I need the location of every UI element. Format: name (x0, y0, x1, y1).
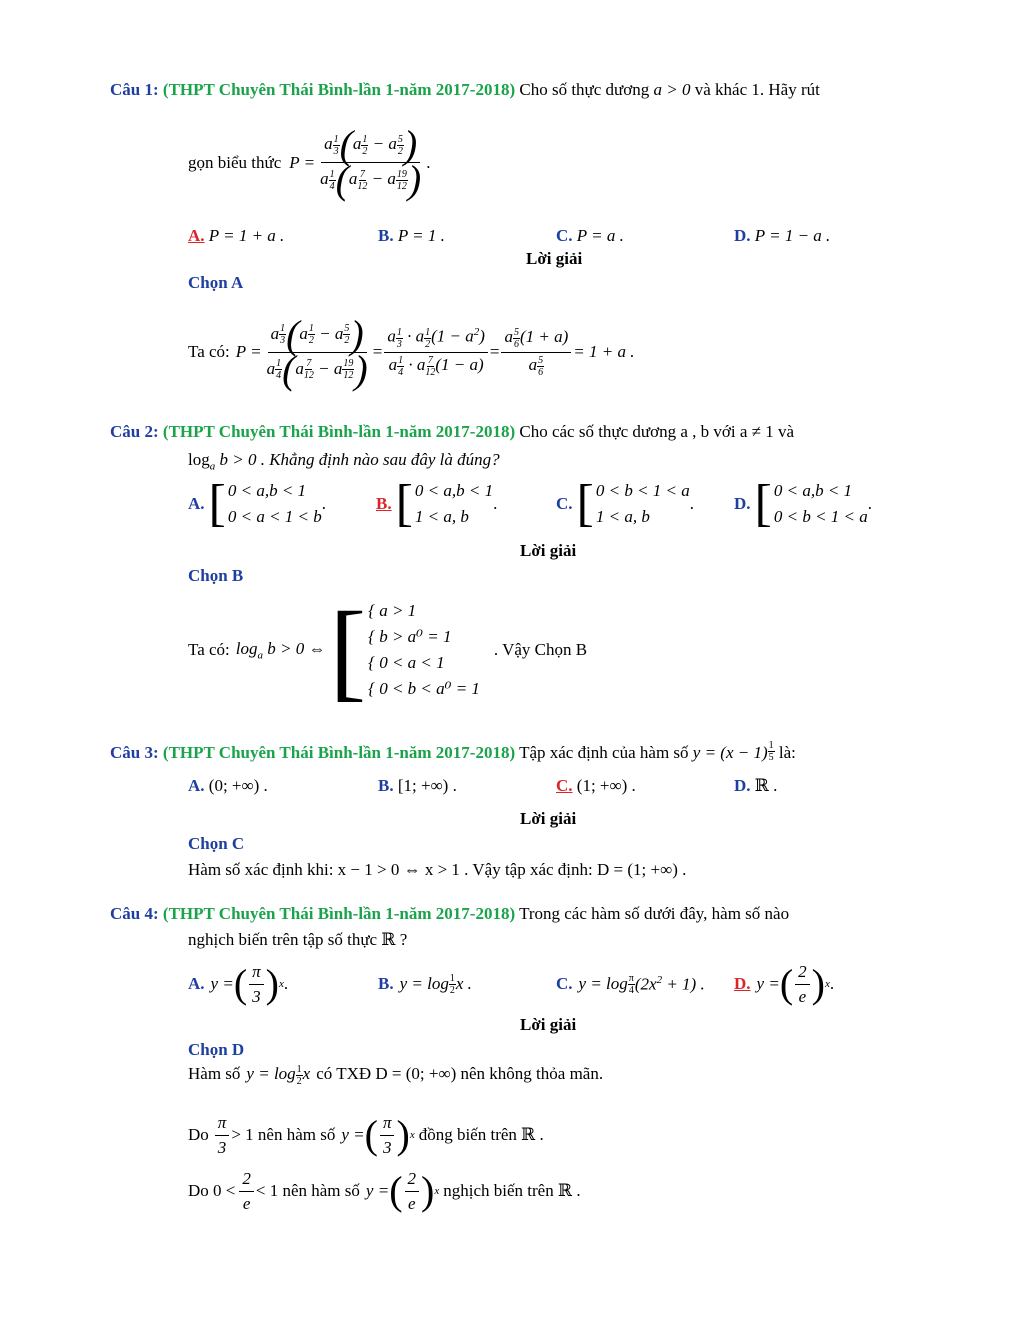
q3-source: (THPT Chuyên Thái Bình-lần 1-năm 2017-2018) (162, 743, 516, 762)
q1-solution: Ta có: P = a $\frac{1}{3}$ (a $\frac{1}{2}$ − a $\frac{5}{2}$ ) a $\frac{1}{4}$ (a $\frac{7}{12}$ − a $\frac{19}{12}$ ) = a $\frac{1}{3}$ · a $\frac{1}{2}$ $(1 - a^2)$ a $\frac{1}{4}$ · a $\frac{7}{12}$ (1 − a) = a $\frac{5}{6}$ (1 + a) a $\frac{5}{6}$ = 1 + a . (188, 311, 635, 392)
q2-loigiai: Lời giải (520, 541, 577, 560)
q3-option-b[interactable]: B. [1; +∞) . (378, 776, 457, 795)
q2-option-a[interactable]: A. [ 0 < a,b < 1 0 < a < 1 < b . (188, 475, 327, 532)
q3-label: Câu 3: (110, 743, 159, 762)
q1-text: Cho số thực dương (519, 80, 650, 99)
q4-option-d[interactable]: D. y = ( $\frac{2}{e}$ ) x . (734, 961, 835, 1006)
q2-source: (THPT Chuyên Thái Bình-lần 1-năm 2017-2018) (162, 422, 516, 441)
q2-label: Câu 2: (110, 422, 159, 441)
q4-chon: Chọn D (188, 1040, 245, 1059)
q2-header (110, 422, 794, 442)
q1-option-a[interactable]: A. P = 1 + a . (188, 226, 285, 245)
q3-option-a[interactable]: A. (0; +∞) . (188, 776, 268, 795)
q1-loigiai: Lời giải (526, 249, 583, 268)
q2-taco: Ta có: (188, 640, 230, 659)
q3-options (188, 776, 908, 798)
q1-options (188, 226, 908, 248)
q2-conclude: . Vậy Chọn B (493, 640, 588, 659)
q1-text2: và khác 1. Hãy rút (694, 80, 820, 99)
q4-explain-1: Hàm số y = log 1 2 x có TXĐ D = (0; +∞) nên không thỏa mãn. (188, 1064, 604, 1087)
q3-chon: Chọn C (188, 834, 245, 853)
q4-explain-3: Do 0 < $\frac{2}{e}$ < 1 nên hàm số y = ( $\frac{2}{e}$ ) x nghịch biến trên ℝ . (188, 1168, 581, 1213)
q1-cond: a > 0 (653, 80, 691, 99)
q4-line2: nghịch biến trên tập số thực ℝ ? (188, 930, 408, 949)
q1-taco: Ta có: (188, 342, 230, 361)
q3-header: Câu 3: (THPT Chuyên Thái Bình-lần 1-năm 2017-2018) Tập xác định của hàm số y = (x − 1) $\frac{1}{5}$ là: (110, 740, 796, 763)
q1-fraction: a $\frac{1}{3}$ (a $\frac{1}{2}$ − a $\frac{5}{2}$ ) a $\frac{1}{4}$ (a $\frac{7}{12}$ − a $\frac{19}{12}$ ) (320, 122, 422, 202)
q2-option-b[interactable]: B. [ 0 < a,b < 1 1 < a, b . (376, 475, 498, 532)
q2-chon: Chọn B (188, 566, 244, 585)
q2-option-d[interactable]: D. [ 0 < a,b < 1 0 < b < 1 < a . (734, 475, 873, 532)
q1-result: = 1 + a . (573, 342, 635, 361)
q1-option-d[interactable]: D. P = 1 − a . (734, 226, 831, 245)
q2-line2: $\log_a b > 0$ . Khẳng định nào sau đây là đúng? (188, 450, 500, 473)
q4-header (110, 904, 789, 924)
q2-text: Cho các số thực dương a , b với a ≠ 1 và (519, 422, 795, 441)
q3-explain: Hàm số xác định khi: x − 1 > 0 ⇔ x > 1 . Vậy tập xác định: D = (1; +∞) . (188, 860, 687, 879)
q1-expression: gọn biểu thức P = a $\frac{1}{3}$ (a $\frac{1}{2}$ − a $\frac{5}{2}$ ) a $\frac{1}{4}$ (a $\frac{7}{12}$ − a $\frac{19}{12}$ ) . (188, 122, 431, 202)
q1-line2: gọn biểu thức (188, 152, 282, 172)
q3-option-c[interactable]: C. (1; +∞) . (556, 776, 636, 795)
q3-func: y = (x − 1) (692, 743, 768, 762)
q1-source: (THPT Chuyên Thái Bình-lần 1-năm 2017-2018) (162, 80, 516, 99)
q4-options (188, 958, 908, 1010)
q2-solution: Ta có: $\log_a b > 0$ ⇔ [ { a > 1 { b > a⁰ = 1 { 0 < a < 1 { 0 < b < a⁰ = 1 . Vậy Chọn B (188, 589, 588, 711)
q4-option-b[interactable]: B. y = log 1 2 x . (378, 972, 472, 996)
q4-option-a[interactable]: A. y = ( $\frac{\pi}{3}$ ) x . (188, 961, 289, 1006)
q2-option-c[interactable]: C. [ 0 < b < 1 < a 1 < a, b . (556, 475, 695, 532)
q3-text: Tập xác định của hàm số (519, 743, 689, 762)
q1-option-b[interactable]: B. P = 1 . (378, 226, 445, 245)
q1-header (110, 80, 820, 100)
q4-label: Câu 4: (110, 904, 159, 923)
q3-option-d[interactable]: D. ℝ . (734, 776, 778, 795)
q1-option-c[interactable]: C. P = a . (556, 226, 624, 245)
q3-text2: là: (778, 743, 796, 762)
q4-explain-2: Do $\frac{\pi}{3}$ > 1 nên hàm số y = ( $\frac{\pi}{3}$ ) x đồng biến trên ℝ . (188, 1112, 544, 1157)
q1-label: Câu 1: (110, 80, 159, 99)
q4-source: (THPT Chuyên Thái Bình-lần 1-năm 2017-2018) (162, 904, 516, 923)
q4-loigiai: Lời giải (520, 1015, 577, 1034)
q1-chon: Chọn A (188, 273, 244, 292)
q4-option-c[interactable]: C. y = log π 4 $(2x^2 + 1)$ . (556, 972, 705, 996)
q4-text: Trong các hàm số dưới đây, hàm số nào (519, 904, 790, 923)
q3-loigiai: Lời giải (520, 809, 577, 828)
q2-options (188, 475, 908, 538)
